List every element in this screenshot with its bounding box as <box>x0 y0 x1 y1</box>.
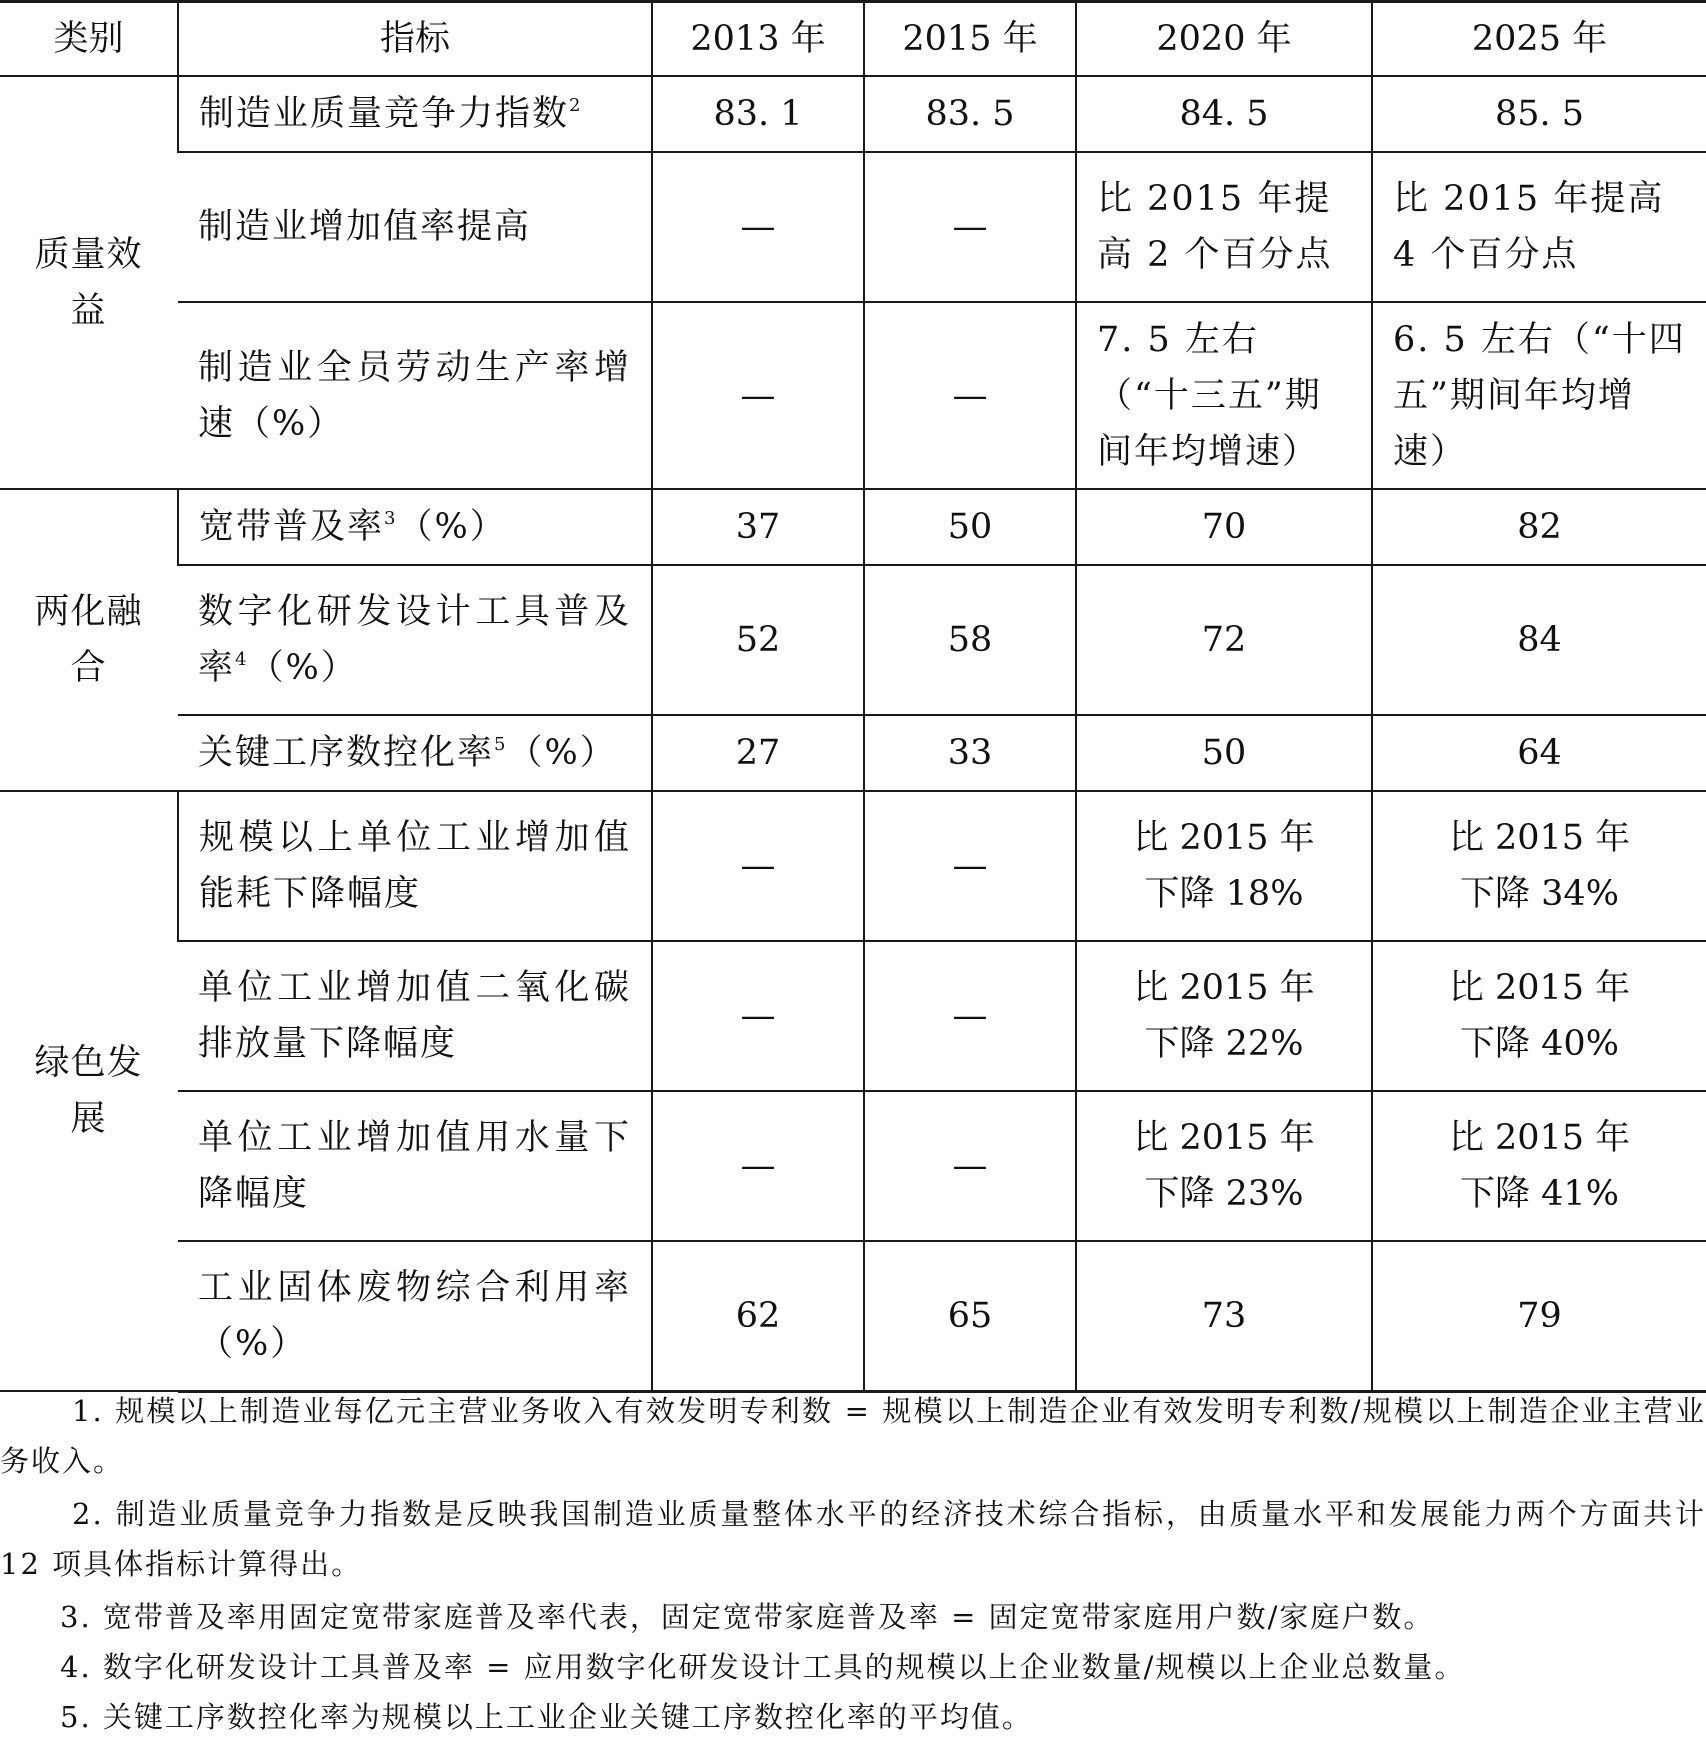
table-row <box>0 715 1706 791</box>
value-line: 下降 22% <box>1144 1024 1304 1064</box>
value-line: 比 2015 年 <box>1448 1118 1631 1158</box>
indicator-label: 关键工序数控化率 <box>198 733 495 773</box>
value-2020 <box>1076 791 1372 941</box>
value-line: 比 2015 年 <box>1448 818 1631 858</box>
unit-suffix: （%） <box>248 648 358 688</box>
value-2015: 58 <box>864 565 1076 715</box>
table-row <box>0 1091 1706 1241</box>
table-row <box>0 791 1706 941</box>
header-year-2015: 2015 年 <box>864 2 1076 77</box>
indicator-label: 工业固体废物综合利用率（%） <box>178 1241 652 1391</box>
value-line: 下降 40% <box>1460 1024 1619 1064</box>
value-2015: — <box>864 941 1076 1091</box>
footnote-5: 5. 关键工序数控化率为规模以上工业企业关键工序数控化率的平均值。 <box>60 1700 1033 1734</box>
footnote-ref: 2 <box>569 95 583 116</box>
header-year-2025: 2025 年 <box>1372 2 1706 77</box>
table-row <box>0 152 1706 302</box>
value-2025: 84 <box>1372 565 1706 715</box>
table-row <box>0 302 1706 489</box>
value-line: 下降 18% <box>1144 874 1304 914</box>
value-2025: 85. 5 <box>1372 76 1706 152</box>
value-line: 比 2015 年 <box>1133 1118 1315 1158</box>
footnotes <box>0 1386 1706 1742</box>
value-line: 下降 41% <box>1460 1174 1619 1214</box>
value-2025: 比 2015 年提高 4 个百分点 <box>1372 152 1706 302</box>
value-2020: 比 2015 年提高 2 个百分点 <box>1076 152 1372 302</box>
footnote-1: 1. 规模以上制造业每亿元主营业务收入有效发明专利数 = 规模以上制造企业有效发明专利数/规模以上制造企业主营业务收入。 <box>0 1394 1706 1478</box>
footnote-ref: 4 <box>235 649 249 670</box>
value-2015: — <box>864 1091 1076 1241</box>
value-2025 <box>1372 1091 1706 1241</box>
header-indicator: 指标 <box>178 2 652 77</box>
indicator-cell <box>178 715 652 791</box>
footnote-ref: 3 <box>384 508 398 529</box>
table-row <box>0 1241 1706 1391</box>
value-2013: 27 <box>652 715 864 791</box>
value-line: 下降 34% <box>1460 874 1619 914</box>
value-2013: — <box>652 791 864 941</box>
value-line: 比 2015 年 <box>1133 968 1315 1008</box>
value-2020 <box>1076 941 1372 1091</box>
table-row <box>0 489 1706 565</box>
unit-suffix: （%） <box>507 733 617 773</box>
value-2025: 6. 5 左右（“十四五”期间年均增速） <box>1372 302 1706 489</box>
indicator-cell <box>178 76 652 152</box>
indicator-label: 单位工业增加值用水量下降幅度 <box>178 1091 652 1241</box>
category-green-development: 绿色发展 <box>0 791 178 1391</box>
value-line: 比 2015 年 <box>1448 968 1631 1008</box>
header-year-2020: 2020 年 <box>1076 2 1372 77</box>
table-row <box>0 76 1706 152</box>
value-2013: — <box>652 152 864 302</box>
category-integration: 两化融合 <box>0 489 178 791</box>
footnote-3: 3. 宽带普及率用固定宽带家庭普及率代表，固定宽带家庭普及率 = 固定宽带家庭用户数/家庭户数。 <box>60 1600 1435 1634</box>
value-line: 下降 23% <box>1144 1174 1304 1214</box>
value-2015: 50 <box>864 489 1076 565</box>
value-2013: — <box>652 302 864 489</box>
indicator-label: 数字化研发设计工具普及率 <box>198 592 631 688</box>
indicator-label: 制造业增加值率提高 <box>178 152 652 302</box>
footnote-4: 4. 数字化研发设计工具普及率 = 应用数字化研发设计工具的规模以上企业数量/规模以上企业总数量。 <box>60 1650 1466 1684</box>
unit-suffix: （%） <box>397 507 507 547</box>
value-2013: 52 <box>652 565 864 715</box>
value-line: 比 2015 年 <box>1133 818 1315 858</box>
indicator-label: 宽带普及率 <box>199 507 385 547</box>
value-2015: 83. 5 <box>864 76 1076 152</box>
indicator-label: 规模以上单位工业增加值能耗下降幅度 <box>178 791 652 941</box>
value-2015: 65 <box>864 1241 1076 1391</box>
value-2015: 33 <box>864 715 1076 791</box>
value-2020 <box>1076 1091 1372 1241</box>
value-2013: 83. 1 <box>652 76 864 152</box>
header-year-2013: 2013 年 <box>652 2 864 77</box>
value-2020: 73 <box>1076 1241 1372 1391</box>
value-2025 <box>1372 791 1706 941</box>
value-2013: 62 <box>652 1241 864 1391</box>
value-2013: — <box>652 1091 864 1241</box>
indicator-label: 制造业全员劳动生产率增速（%） <box>178 302 652 489</box>
table-row <box>0 565 1706 715</box>
value-2015: — <box>864 302 1076 489</box>
value-2020: 70 <box>1076 489 1372 565</box>
value-2020: 7. 5 左右（“十三五”期间年均增速） <box>1076 302 1372 489</box>
value-2025: 82 <box>1372 489 1706 565</box>
footnote-2: 2. 制造业质量竞争力指数是反映我国制造业质量整体水平的经济技术综合指标，由质量水平和发展能力两个方面共计 12 项具体指标计算得出。 <box>0 1497 1706 1581</box>
indicator-cell <box>178 565 652 715</box>
value-2013: — <box>652 941 864 1091</box>
table-row <box>0 941 1706 1091</box>
value-2015: — <box>864 152 1076 302</box>
indicator-label: 单位工业增加值二氧化碳排放量下降幅度 <box>178 941 652 1091</box>
header-row <box>0 2 1706 77</box>
footnote-ref: 5 <box>494 734 508 755</box>
value-2013: 37 <box>652 489 864 565</box>
value-2020: 84. 5 <box>1076 76 1372 152</box>
indicator-label: 制造业质量竞争力指数 <box>199 94 570 134</box>
value-2025 <box>1372 941 1706 1091</box>
value-2025: 79 <box>1372 1241 1706 1391</box>
category-quality-benefit: 质量效益 <box>0 76 178 489</box>
value-2015: — <box>864 791 1076 941</box>
value-2020: 72 <box>1076 565 1372 715</box>
header-category: 类别 <box>0 2 178 77</box>
indicator-cell <box>178 489 652 565</box>
value-2020: 50 <box>1076 715 1372 791</box>
value-2025: 64 <box>1372 715 1706 791</box>
